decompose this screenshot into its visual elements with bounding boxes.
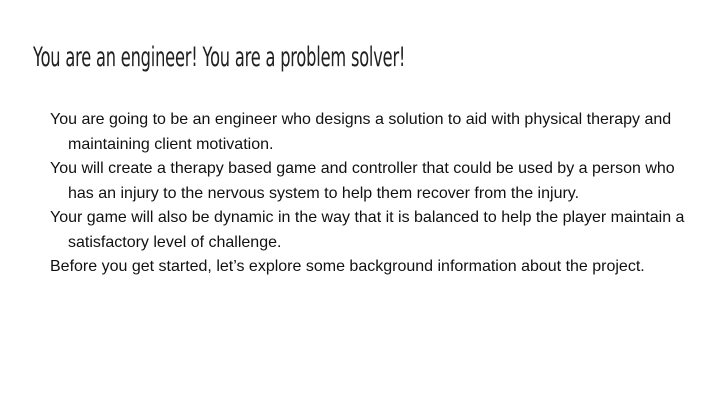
slide-body [50, 108, 700, 280]
body-paragraph-3: Your game will also be dynamic in the way that it is balanced to help the player maintain a satisfactory level of challenge. [50, 209, 685, 251]
body-paragraph-1: You are going to be an engineer who designs a solution to aid with physical therapy and maintaining client motivation. [50, 111, 672, 153]
slide-title: You are an engineer! You are a problem solver! [33, 42, 406, 73]
body-paragraph-4: Before you get started, let’s explore some background information about the project. [50, 258, 645, 275]
body-paragraph-2: You will create a therapy based game and controller that could be used by a person who has an injury to the nervous system to help them recover from the injury. [50, 160, 675, 202]
